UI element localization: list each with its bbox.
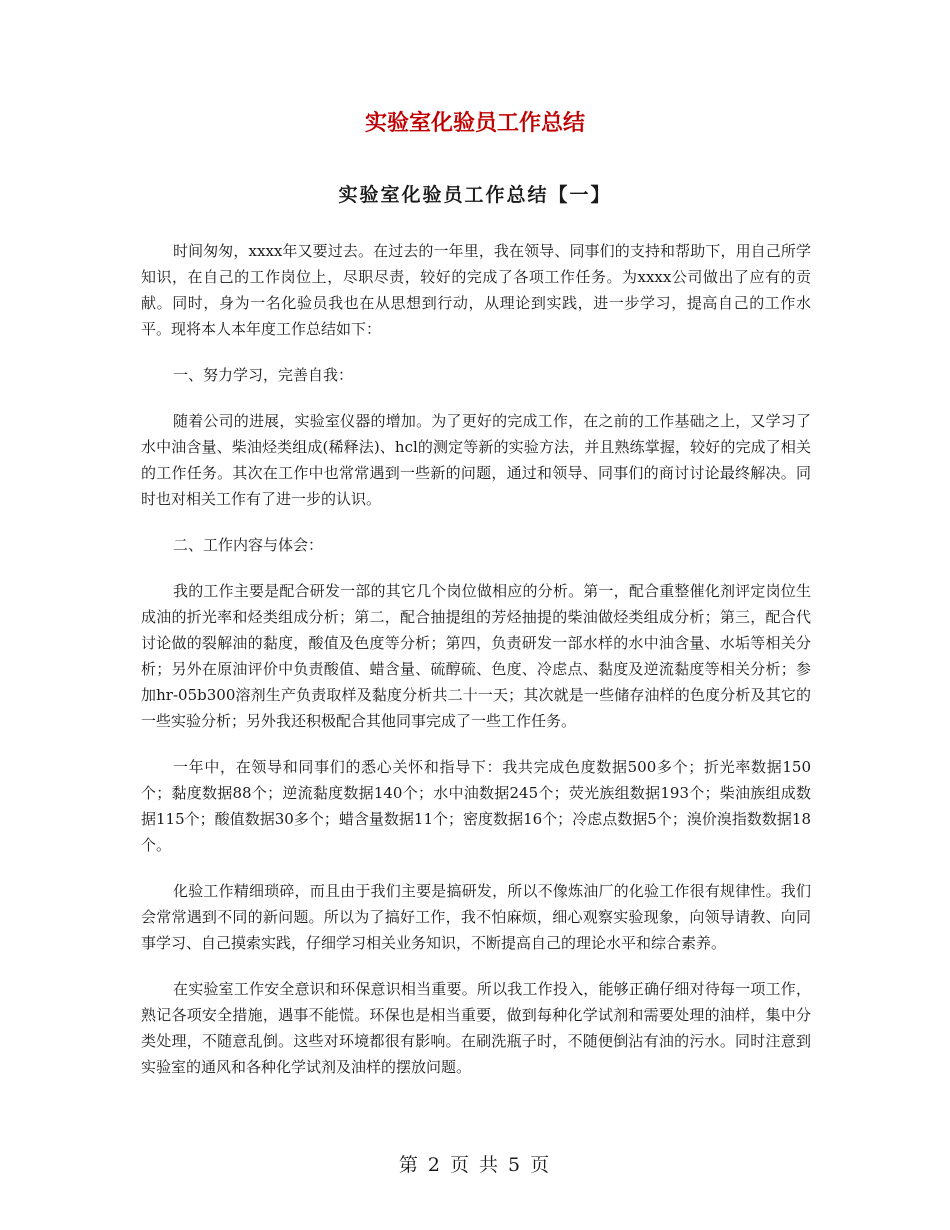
paragraph-safety: 在实验室工作安全意识和环保意识相当重要。所以我工作投入，能够正确仔细对待每一项工作，熟记各项安全措施，遇事不能慌。环保也是相当重要，做到每种化学试剂和需要处理的油样，集中分类处理，不随意乱倒。这些对环境都很有影响。在刷洗瓶子时，不随便倒沾有油的污水。同时注意到实验室的通风和各种化学试剂及油样的摆放问题。 xyxy=(141,980,811,1076)
heading-study: 一、努力学习，完善自我： xyxy=(173,366,354,384)
document-title: 实验室化验员工作总结 xyxy=(364,111,585,136)
paragraph-intro: 时间匆匆，xxxx年又要过去。在过去的一年里，我在领导、同事们的支持和帮助下，用自己所学知识，在自己的工作岗位上，尽职尽责，较好的完成了各项工作任务。为xxxx公司做出了应有的贡献。同时，身为一名化验员我也在从思想到行动，从理论到实践，进一步学习，提高自己的工作水平。现将本人本年度工作总结如下： xyxy=(141,242,811,338)
document-body xyxy=(141,238,811,1100)
page-footer: 第 2 页 共 5 页 xyxy=(398,1154,552,1176)
heading-work-content: 二、工作内容与体会： xyxy=(173,536,324,554)
section-title: 实验室化验员工作总结【一】 xyxy=(338,184,612,206)
paragraph-work-content: 我的工作主要是配合研发一部的其它几个岗位做相应的分析。第一，配合重整催化剂评定岗位生成油的折光率和烃类组成分析；第二，配合抽提组的芳烃抽提的柴油做烃类组成分析；第三，配合代讨论做的裂解油的黏度，酸值及色度等分析；第四，负责研发一部水样的水中油含量、水垢等相关分析；另外在原油评价中负责酸值、蜡含量、硫醇硫、色度、冷虑点、黏度及逆流黏度等相关分析；参加hr-05b300溶剂生产负责取样及黏度分析共二十一天；其次就是一些储存油样的色度分析及其它的一些实验分析；另外我还积极配合其他同事完成了一些工作任务。 xyxy=(141,582,811,730)
paragraph-statistics: 一年中，在领导和同事们的悉心关怀和指导下：我共完成色度数据500多个；折光率数据150个；黏度数据88个；逆流黏度数据140个；水中油数据245个；荧光族组数据193个；柴油族组成数据115个；酸值数据30多个；蜡含量数据11个；密度数据16个；冷虑点数据5个；溴价溴指数数据18个。 xyxy=(141,758,811,854)
paragraph-diligence: 化验工作精细琐碎，而且由于我们主要是搞研发，所以不像炼油厂的化验工作很有规律性。我们会常常遇到不同的新问题。所以为了搞好工作，我不怕麻烦，细心观察实验现象，向领导请教、向同事学习、自己摸索实践，仔细学习相关业务知识，不断提高自己的理论水平和综合素养。 xyxy=(141,882,811,952)
paragraph-study: 随着公司的进展，实验室仪器的增加。为了更好的完成工作，在之前的工作基础之上，又学习了水中油含量、柴油烃类组成(稀释法)、hcl的测定等新的实验方法，并且熟练掌握，较好的完成了相关的工作任务。其次在工作中也常常遇到一些新的问题，通过和领导、同事们的商讨讨论最终解决。同时也对相关工作有了进一步的认识。 xyxy=(141,412,811,508)
